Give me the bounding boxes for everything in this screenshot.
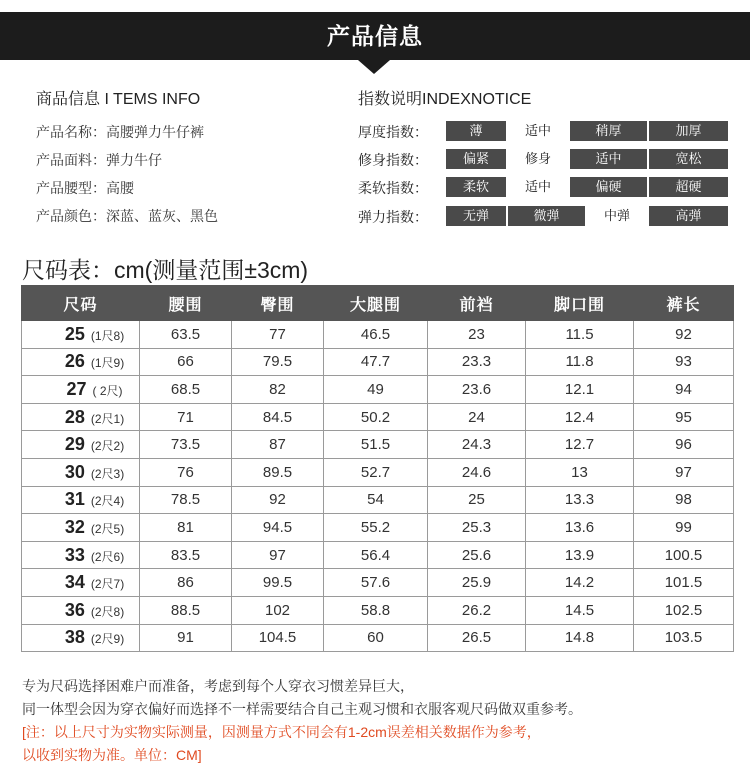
- index-option-selected: 适中: [508, 177, 570, 197]
- rise-cell: 23: [428, 321, 526, 349]
- size-number: 31: [64, 489, 85, 510]
- rise-cell: 25: [428, 486, 526, 514]
- banner-notch: [358, 60, 390, 74]
- header-waist: 腰围: [140, 286, 232, 321]
- table-row: [22, 541, 734, 569]
- hip-cell: 99.5: [232, 569, 324, 597]
- leg-opening-cell: 11.8: [526, 348, 634, 376]
- index-option: 高弹: [649, 206, 728, 226]
- size-feet: (1尺8): [90, 328, 125, 343]
- size-feet: (2尺7): [90, 577, 125, 592]
- table-row: [22, 486, 734, 514]
- size-chart-table: [21, 285, 734, 652]
- index-option: 宽松: [649, 149, 728, 169]
- thigh-cell: 50.2: [324, 403, 428, 431]
- index-notice-heading: 指数说明INDEXNOTICE: [358, 91, 532, 108]
- hip-cell: 82: [232, 376, 324, 404]
- table-row: [22, 348, 734, 376]
- size-number: 26: [64, 351, 85, 372]
- banner-title: 产品信息: [327, 23, 423, 49]
- size-cell: [22, 486, 140, 514]
- product-name-line: [36, 122, 204, 142]
- size-chart-title: 尺码表：cm(测量范围±3cm): [22, 257, 309, 283]
- waist-cell: 78.5: [140, 486, 232, 514]
- table-header-row: [22, 286, 734, 321]
- table-row: [22, 403, 734, 431]
- waist-cell: 76: [140, 458, 232, 486]
- table-row: [22, 596, 734, 624]
- index-option: 偏硬: [570, 177, 649, 197]
- size-cell: [22, 596, 140, 624]
- index-option: 偏紧: [446, 149, 508, 169]
- size-feet: (1尺9): [90, 356, 125, 371]
- waist-cell: 63.5: [140, 321, 232, 349]
- info-value: 深蓝、蓝灰、黑色: [106, 208, 218, 224]
- length-cell: 93: [634, 348, 734, 376]
- size-feet: (2尺8): [90, 604, 125, 619]
- thigh-cell: 60: [324, 624, 428, 652]
- index-option: 薄: [446, 121, 508, 141]
- waist-cell: 68.5: [140, 376, 232, 404]
- size-feet: (2尺4): [90, 494, 125, 509]
- size-cell: [22, 514, 140, 542]
- hip-cell: 94.5: [232, 514, 324, 542]
- softness-index-scale: [446, 177, 728, 197]
- size-number: 29: [64, 434, 85, 455]
- size-feet: ( 2尺): [92, 383, 123, 398]
- disclaimer-line-2: 以收到实物为准。单位：CM]: [22, 747, 202, 763]
- info-label: 产品腰型：: [36, 180, 106, 196]
- table-row: [22, 321, 734, 349]
- thigh-cell: 52.7: [324, 458, 428, 486]
- fit-index-scale: [446, 149, 728, 169]
- hip-cell: 77: [232, 321, 324, 349]
- size-cell: [22, 431, 140, 459]
- hip-cell: 87: [232, 431, 324, 459]
- leg-opening-cell: 13.9: [526, 541, 634, 569]
- thigh-cell: 49: [324, 376, 428, 404]
- rise-cell: 23.3: [428, 348, 526, 376]
- leg-opening-cell: 13.3: [526, 486, 634, 514]
- leg-opening-cell: 14.8: [526, 624, 634, 652]
- thigh-cell: 55.2: [324, 514, 428, 542]
- length-cell: 97: [634, 458, 734, 486]
- leg-opening-cell: 14.2: [526, 569, 634, 597]
- size-feet: (2尺1): [90, 411, 125, 426]
- length-cell: 92: [634, 321, 734, 349]
- length-cell: 99: [634, 514, 734, 542]
- size-feet: (2尺2): [90, 439, 125, 454]
- waist-cell: 86: [140, 569, 232, 597]
- rise-cell: 25.6: [428, 541, 526, 569]
- softness-index-label: 柔软指数：: [358, 180, 428, 196]
- leg-opening-cell: 13.6: [526, 514, 634, 542]
- table-row: [22, 431, 734, 459]
- header-thigh: 大腿围: [324, 286, 428, 321]
- leg-opening-cell: 12.4: [526, 403, 634, 431]
- hip-cell: 84.5: [232, 403, 324, 431]
- waist-cell: 73.5: [140, 431, 232, 459]
- length-cell: 100.5: [634, 541, 734, 569]
- hip-cell: 92: [232, 486, 324, 514]
- leg-opening-cell: 12.1: [526, 376, 634, 404]
- index-option: 加厚: [649, 121, 728, 141]
- size-number: 28: [64, 406, 85, 427]
- waist-cell: 83.5: [140, 541, 232, 569]
- index-option-selected: 适中: [508, 121, 570, 141]
- disclaimer-line-1: [注：以上尺寸为实物实际测量，因测量方式不同会有1-2cm误差相关数据作为参考，: [22, 724, 541, 740]
- note-line-1: 专为尺码选择困难户而准备，考虑到每个人穿衣习惯差异巨大，: [22, 678, 414, 694]
- table-row: [22, 376, 734, 404]
- table-row: [22, 514, 734, 542]
- waist-cell: 66: [140, 348, 232, 376]
- rise-cell: 24.3: [428, 431, 526, 459]
- note-line-2: 同一体型会因为穿衣偏好而选择不一样需要结合自己主观习惯和衣服客观尺码做双重参考。: [22, 701, 582, 717]
- length-cell: 103.5: [634, 624, 734, 652]
- rise-cell: 25.3: [428, 514, 526, 542]
- rise-cell: 24: [428, 403, 526, 431]
- rise-cell: 25.9: [428, 569, 526, 597]
- info-value: 高腰: [106, 180, 134, 196]
- rise-cell: 26.2: [428, 596, 526, 624]
- hip-cell: 79.5: [232, 348, 324, 376]
- length-cell: 98: [634, 486, 734, 514]
- thickness-index-scale: [446, 121, 728, 141]
- info-label: 产品名称：: [36, 124, 106, 140]
- size-feet: (2尺9): [90, 632, 125, 647]
- size-feet: (2尺6): [90, 549, 125, 564]
- size-cell: [22, 458, 140, 486]
- thigh-cell: 51.5: [324, 431, 428, 459]
- product-info-heading: 商品信息 I TEMS INFO: [36, 91, 201, 108]
- info-label: 产品面料：: [36, 152, 106, 168]
- length-cell: 101.5: [634, 569, 734, 597]
- thigh-cell: 47.7: [324, 348, 428, 376]
- product-fabric-line: [36, 150, 162, 170]
- size-number: 33: [64, 544, 85, 565]
- size-cell: [22, 569, 140, 597]
- size-number: 38: [64, 627, 85, 648]
- leg-opening-cell: 14.5: [526, 596, 634, 624]
- length-cell: 96: [634, 431, 734, 459]
- header-front-rise: 前裆: [428, 286, 526, 321]
- index-option-selected: 中弹: [587, 206, 649, 226]
- size-number: 25: [64, 323, 85, 344]
- rise-cell: 23.6: [428, 376, 526, 404]
- size-cell: [22, 541, 140, 569]
- waist-cell: 71: [140, 403, 232, 431]
- leg-opening-cell: 12.7: [526, 431, 634, 459]
- size-number: 27: [66, 378, 87, 399]
- elasticity-index-scale: [446, 206, 728, 226]
- index-option-selected: 修身: [508, 149, 570, 169]
- product-waist-line: [36, 178, 134, 198]
- header-hip: 臀围: [232, 286, 324, 321]
- index-option: 微弹: [508, 206, 587, 226]
- size-cell: [22, 321, 140, 349]
- rise-cell: 24.6: [428, 458, 526, 486]
- size-feet: (2尺5): [90, 521, 125, 536]
- length-cell: 102.5: [634, 596, 734, 624]
- rise-cell: 26.5: [428, 624, 526, 652]
- hip-cell: 97: [232, 541, 324, 569]
- waist-cell: 91: [140, 624, 232, 652]
- leg-opening-cell: 13: [526, 458, 634, 486]
- waist-cell: 88.5: [140, 596, 232, 624]
- index-option: 稍厚: [570, 121, 649, 141]
- size-cell: [22, 624, 140, 652]
- index-option: 适中: [570, 149, 649, 169]
- size-feet: (2尺3): [90, 466, 125, 481]
- hip-cell: 104.5: [232, 624, 324, 652]
- info-value: 高腰弹力牛仔裤: [106, 124, 204, 140]
- fit-index-label: 修身指数：: [358, 152, 428, 168]
- header-leg-opening: 脚口围: [526, 286, 634, 321]
- table-row: [22, 458, 734, 486]
- index-option: 柔软: [446, 177, 508, 197]
- table-row: [22, 624, 734, 652]
- size-cell: [22, 348, 140, 376]
- header-size: 尺码: [22, 286, 140, 321]
- size-number: 36: [64, 599, 85, 620]
- length-cell: 95: [634, 403, 734, 431]
- index-option: 无弹: [446, 206, 508, 226]
- size-cell: [22, 376, 140, 404]
- size-number: 34: [64, 572, 85, 593]
- size-number: 30: [64, 461, 85, 482]
- product-color-line: [36, 206, 218, 226]
- thigh-cell: 58.8: [324, 596, 428, 624]
- info-value: 弹力牛仔: [106, 152, 162, 168]
- thigh-cell: 46.5: [324, 321, 428, 349]
- thigh-cell: 57.6: [324, 569, 428, 597]
- header-length: 裤长: [634, 286, 734, 321]
- thickness-index-label: 厚度指数：: [358, 124, 428, 140]
- thigh-cell: 54: [324, 486, 428, 514]
- thigh-cell: 56.4: [324, 541, 428, 569]
- leg-opening-cell: 11.5: [526, 321, 634, 349]
- size-cell: [22, 403, 140, 431]
- waist-cell: 81: [140, 514, 232, 542]
- info-label: 产品颜色：: [36, 208, 106, 224]
- length-cell: 94: [634, 376, 734, 404]
- elasticity-index-label: 弹力指数：: [358, 209, 428, 225]
- hip-cell: 89.5: [232, 458, 324, 486]
- index-option: 超硬: [649, 177, 728, 197]
- table-row: [22, 569, 734, 597]
- hip-cell: 102: [232, 596, 324, 624]
- size-number: 32: [64, 516, 85, 537]
